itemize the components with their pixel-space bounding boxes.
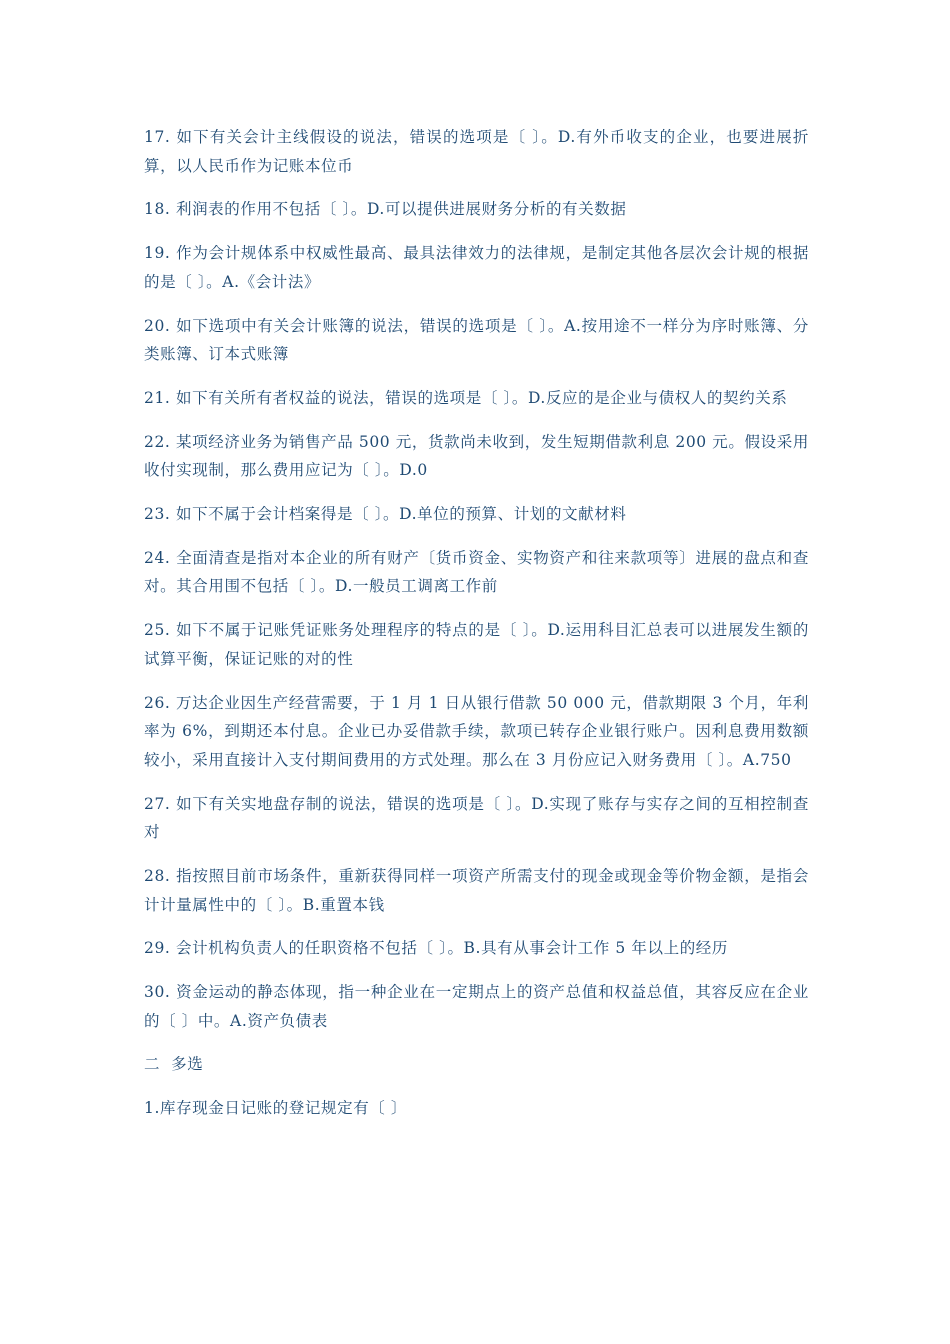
question-22: 22. 某项经济业务为销售产品 500 元，货款尚未收到，发生短期借款利息 200 元。假设采用收付实现制，那么费用应记为〔 〕。D.0 [144, 432, 809, 480]
question-18: 18. 利润表的作用不包括〔 〕。D.可以提供进展财务分析的有关数据 [144, 200, 627, 219]
question-30: 30. 资金运动的静态体现，指一种企业在一定期点上的资产总值和权益总值，其容反应在企业的〔 〕中。A.资产负债表 [144, 983, 809, 1030]
question-21: 21. 如下有关所有者权益的说法，错误的选项是〔 〕。D.反应的是企业与债权人的契约关系 [144, 388, 788, 407]
question-20: 20. 如下选项中有关会计账簿的说法，错误的选项是〔 〕。A.按用途不一样分为序时账簿、分类账簿、订本式账簿 [144, 316, 809, 364]
question-25: 25. 如下不属于记账凭证账务处理程序的特点的是〔 〕。D.运用科目汇总表可以进展发生额的试算平衡，保证记账的对的性 [144, 621, 809, 668]
question-26: 26. 万达企业因生产经营需要，于 1 月 1 日从银行借款 50 000 元，借款期限 3 个月，年利率为 6%，到期还本付息。企业已办妥借款手续，款项已转存企业银行账户。因利息费用数额较小，采用直接计入支付期间费用的方式处理。那么在 3 月份应记入财务费用〔 〕。A.750 [144, 693, 809, 769]
section-title-multiple-choice: 二 多选 [144, 1055, 204, 1074]
question-19: 19. 作为会计规体系中权威性最高、最具法律效力的法律规，是制定其他各层次会计规的根据的是〔 〕。A.《会计法》 [144, 244, 809, 291]
question-27: 27. 如下有关实地盘存制的说法，错误的选项是〔 〕。D.实现了账存与实存之间的互相控制查对 [144, 794, 809, 842]
question-28: 28. 指按照目前市场条件，重新获得同样一项资产所需支付的现金或现金等价物金额，是指会计计量属性中的〔 〕。B.重置本钱 [144, 866, 809, 914]
question-23: 23. 如下不属于会计档案得是〔 〕。D.单位的预算、计划的文献材料 [144, 505, 627, 524]
question-24: 24. 全面清查是指对本企业的所有财产〔货币资金、实物资产和往来款项等〕进展的盘点和查对。其合用围不包括〔 〕。D.一般员工调离工作前 [144, 548, 809, 596]
question-17: 17. 如下有关会计主线假设的说法，错误的选项是〔 〕。D.有外币收支的企业，也要进展折算，以人民币作为记账本位币 [144, 128, 809, 175]
question-29: 29. 会计机构负责人的任职资格不包括〔 〕。B.具有从事会计工作 5 年以上的经历 [144, 939, 728, 958]
document-content [144, 123, 809, 1138]
multi-question-1: 1.库存现金日记账的登记规定有〔 〕 [144, 1099, 408, 1118]
